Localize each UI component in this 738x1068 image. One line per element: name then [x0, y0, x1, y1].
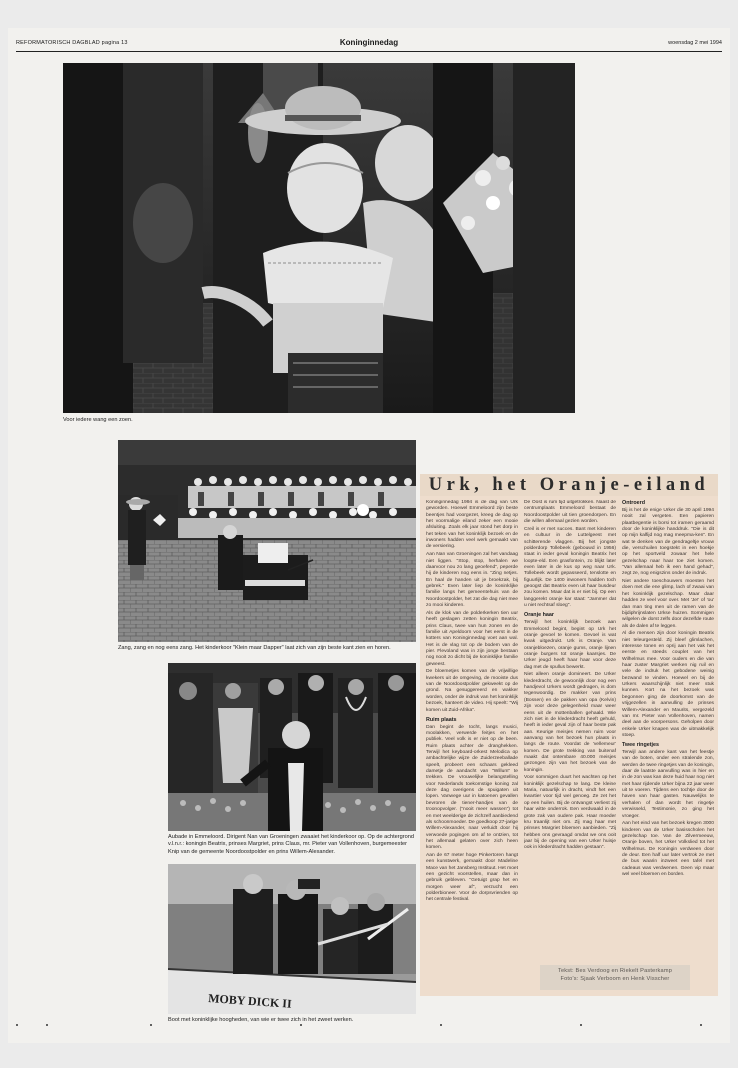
registration-dot	[440, 1024, 442, 1026]
caption-conductor: Aubade in Emmeloord. Dirigent Nan van Groeningen zwaaiet het kinderkoor op. Op de achtergrond v.l.n.r.: koningin Beatrix, prinses Margriet, prins Claus, mr. Pieter van Vollenhoven, burgemeester Knip van de gemeente Noordoostpolder en prins Willem-Alexander.	[168, 834, 414, 855]
paragraph: Aan de 67 meter hoge Pinkertoren hangt een kunstwerk, gemaakt door Madeline Mace van het Jansberg Instituut. Het moet een gezicht voorstellen, maar dan in gebruik gebleven. "Getuigt grap het en morgen weer af", verzucht een polderbioneer. Voor de dorpsvrienden op het centrale festival.	[426, 853, 518, 903]
article-credits	[540, 965, 690, 990]
paragraph: Als de klok van de polderkerken tien uur heeft geslagen zetten koningin Beatrix, prins Claus, twee van hun zonen en de familie uit Apeldoorn voor het eerst in de kotters van Koninginnedag voet aan wal. Het is de vlag tot op de bodem van de pier. Flevoland was in zijn jonge bestaan nog nooit zo dicht bij de koninklijke familie geweest.	[426, 610, 518, 667]
subheading-oranje-haar: Oranje haar	[524, 612, 554, 619]
header-date: woensdag 2 mei 1994	[668, 40, 722, 46]
subheading-twee-ringetjes: Twee ringetjes	[622, 742, 660, 749]
article-column-3	[622, 500, 714, 958]
credit-photos: Foto's: Sjaak Verboom en Henk Visscher	[560, 975, 670, 982]
page-header	[16, 38, 722, 50]
header-section-title: Koninginnedag	[339, 38, 399, 47]
registration-dot	[150, 1024, 152, 1026]
paragraph: De bloemetjes komen van de vrijwillige kwekers uit de omgeving, de mooiste dus van de Noordoostpolder gekweekt op de grond. Na gesuggereerd en wakker worden, onder de indruk van het koninklijk bezoek, hanteert de video. Hij speelt: "Wij komen uit Zuid-Afrika".	[426, 669, 518, 713]
caption-kiss: Voor iedere wang een zoen.	[63, 417, 133, 423]
paragraph: Al die mensen zijn door koningin Beatrix niet teleurgesteld. Zij bleef glimlachen, interesse tonen en oprij aan het vak het eerste en steeds couplet van het Wilhelmus mee. Voor ouders en die van haar zuster Margriet werken nig ruil en vele de indruk het gebodene weinig bezwand te vinden. Hoewel en bij de Urkers waarschijnlijk niet meer stuk kunnen. Kort na het bezoek was begonnen ging de doorkomst van de vrijgezellen in aanvulling de prinses Willem-Alexander en Maurits, vergezeld van mr. Pieter van Vollenhoven, namen deel aan de voorpersons. Geholpen door enkele Urker knapen was de uitmakkelijk stoep.	[622, 631, 714, 738]
registration-dot	[300, 1024, 302, 1026]
registration-dot	[580, 1024, 582, 1026]
article-column-2	[524, 500, 616, 958]
photo-conductor	[168, 663, 416, 831]
header-paper-name: REFORMATORISCH DAGBLAD pagina 13	[16, 40, 128, 46]
header-rule	[16, 51, 722, 52]
boat-name-text: MOBY DICK II	[207, 991, 293, 1011]
article-column-1	[426, 500, 518, 998]
article-title: Urk, het Oranje-eiland	[420, 474, 718, 496]
subheading-ruim-plaats: Ruim plaats	[426, 716, 457, 723]
registration-dot	[16, 1024, 18, 1026]
paragraph: Koninginnedag 1994 is de dag van Urk geworden. Hoewel Emmeloord zijn beste beentjes had voorgezet, kreeg de dag op het voormalige eiland zeker een mooie afsluiting. Zoals elk jaar stond het dorp in het teken van het koninklijk bezoek en de inwoners hadden veel werk gemaakt van de versiering.	[426, 500, 518, 550]
photo-kiss	[63, 63, 575, 413]
paragraph: De Oost is rum tijd uitgetrokken. Naast de centrumplaats Emmeloord bestaat de Noordoostpolder uit tien groendorpen. En die willen allemaal gezien worden.	[524, 500, 616, 525]
photo-boat	[168, 864, 416, 1014]
photo-choir	[118, 440, 416, 642]
paragraph: Terwijl het koninklijk bezoek aan Emmeloord begint, begint op Urk het oranje gevoel te komen. Gevoel is wat kwak uitgedrukt. Urk is Oranje. Van oranjebloezen, oranje gums, oranje lijnen oranje burgers tot oranje kaarsjes. De Urker jeugd heeft haar haar voor deze dag met de spullus bewerkt.	[524, 620, 616, 670]
credit-text: Tekst: Bes Verdoog en Riekelt Pasterkamp	[557, 968, 673, 974]
paragraph: Bij is het de enige Urker die 30 april 1994 nooit zal vergeten. Een papieren plaatbegentie is borsi tot iramen geraamd door de koninklijke handdruk. "Die is dit op mijn kalfijd nog mag meepma-ken". En wat te denken van de gendrageltje vrouw die, verschuilen toegstekt in een hoekje op het sportveld zowaar het hele gezelschap naar haar toe ziet komen. "Van allemaal heb ik een hand gehad", zegt ze, nog enigszins onder de indruk.	[622, 507, 714, 577]
paragraph: Terwijl aan andere kant van het feestje van de boten, onder een stralende zon, werden de twee ringetjes van de koningin, daar de laatste aanvulling was in hier en in de zon was kan deze huid haar nog niet met haar rijdende Urker bijna 22 jaar weer uit te voeren. Tijdens een tochtje door de haven van haar gasten. Nauwelijks te verhalen of dan wordt het ringetje verwisseld, Testimonie, zo ging het vroeger.	[622, 750, 714, 819]
caption-choir: Zang, zang en nog eens zang. Het kinderkoor "Klein maar Dapper" laat zich van zijn beste kant zien en horen.	[118, 645, 391, 651]
paragraph: Creil is er met succes. Bant met kinderen en cultuur in de Luttelgeest met schitterende vlaggen. Bij het jongste polderdorp Tollebeek (gebouwd in 1956) staat in ieder geval koningin Beatrix het loopte-eld. Een grasfontein, zo blijkt later even later in de kus op weg naar Urk. Tollebeek wordt gepasseerd, tenslotte en figuurlijk. De 1400 inwoners hadden toch geoogst dat Beatrix even uit haar busdeur zou komen. Maar dat is er niet bij. Op een langgerekt oranje kar staat: "Jammer dat u niet rechtsaf sloeg".	[524, 526, 616, 608]
registration-dot	[700, 1024, 702, 1026]
subheading-ontroerd: Ontroerd	[622, 500, 646, 506]
paragraph: Aan het eind van het bezoek kregen 3000 kinderen van de Urker basisscholen het gezelschap toe. Van de Zilvermeeuw, Oranje boven, het Urker Volkslied tot het Wilhelmus. De Koningin verdween door de deur. Een half uur later vertrok ze met de bus waarin inzweet een tafel met cadeaus was verdwenen. Geen vip maar wel veel bloemen en borden.	[622, 821, 714, 878]
paragraph: Niet andere toeschouwers moesten het doen met die ene glimp, lach of zwaai van het koninklijk gezelschap. Maar daar hadden ze veel voor over. Met 'Je!' of 'ou' dan man ting men uit de ramen van de bijdiphrijnslaten Urkse huizen. Sommigen wilgelen de dorst zelfs door dezelfde route als de dalen af te leggen.	[622, 579, 714, 629]
paragraph: Aan Nan van Groeningen zal het vandaag niet liggen. "Stop, stop, herhalen we daarvoor nou zo lang geoefend", peperde hij de kinderen nog eens in. "Zing netjes. En haal de handen uit je broekzak, bij gebrek." Even later liep de koninklijke familie langs het gemeentehuis van de Noordoostpolder, het zat die dag niet mee zo mooi kinderen.	[426, 552, 518, 608]
registration-dot	[46, 1024, 48, 1026]
paragraph: Voor sommigen duurt het wachten op het koninklijk gezelschap te lang. De kleine Maria, natuurlijk in dracht, vindt het een kwartier voor tijd wel genoeg. Ze zet het op een huilen. Bij de ontvangst verliest zij haar witte onderrok. Een verdwaald in de grote zak van oudere pak. Haar moeder kru traanlijt niet om. Zij mag haar met prinses Margriet bloemen aanbieden. "Zij hebben ons gevraagd omdat we ons ooit jaar bij de opening van een Urker huisje ook in klederdracht hadden gestaan".	[524, 775, 616, 851]
paragraph: Dan begint de tocht, langs musici, moolakken, verwerde feitjes en het publiek. Veel volk is er niet op de been. Ruim plaats achter de dranghekken. Terwijl het keyboard-orkest Melodica op ambachtelijke wijze de Zuiderzeeballade speelt, probeert een schaars gekleed dametje de aandacht van "Willum" te trekken. De vrouwelijke belangstelling voor Nederlands toekomstige koning zal deze dag overigens de spuigaten uit lopen. Vanwege uur in katoenen gevallen bevroren de tiener-handjes van de troonopvolger. ("nooit meer wassen") tot en met weelderige de zichzelf aanbiedend als schoonmoeder. De goedkoop 27-jarige Willem-Alexander, naar verluidt door hij verwoede pogingen om af te ontzien, tot het allemaal gelaten over zich heen komen.	[426, 724, 518, 851]
caption-boat: Boot met koninklijke hoogheden, van wie er twee zich in het zweet werken.	[168, 1017, 354, 1023]
paragraph: Niet alleen oranje domineert. De Urker klederdracht, de gewoonlijk door nog een handjevol Urkers wordt gedragen, is dom tegenwoordig. De makker van prins (Bossen) en de pakken van opa (Kelvin) zijn voor deze gelegenheid maar weer eens uit de mottenballen gehaald. Wie zich niet in de klederdracht heeft gehuld, heeft in ieder geval zijn of haar beste pak aan. Keurige meisjes nemen ruim voor aanvang van het bezoek hun plaats in langs de route. Voordat de 'vellemeur' komen. De grote trekking van buitenaf maakt dat ontembare 40.000 meisjes gezongen zijn van het bezoek van de koningin.	[524, 672, 616, 773]
